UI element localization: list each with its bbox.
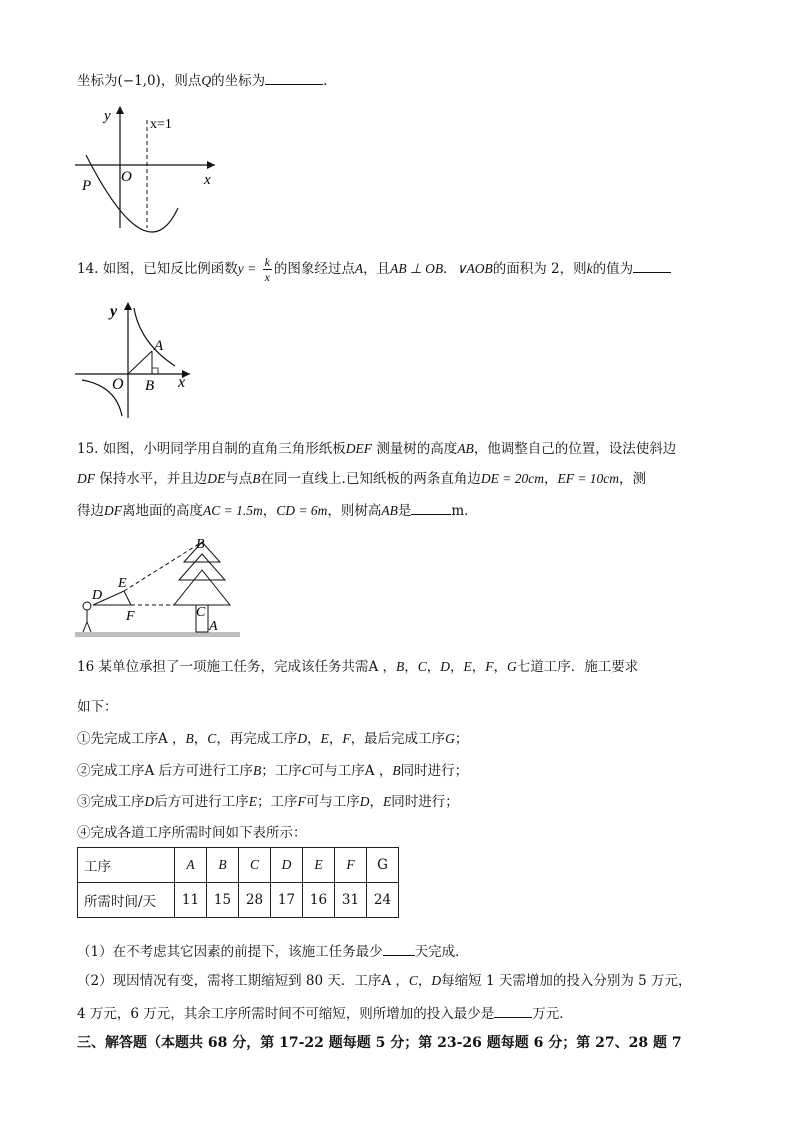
- figure-q15-tree: [72, 532, 242, 640]
- table-header-label: 工序: [78, 848, 175, 883]
- q16-sub-2-cont: 4 万元，6 万元，其余工序所需时间不可缩短，则所增加的投入最少是 万元．: [77, 1003, 573, 1023]
- q16-sub-2: （2）现因情况有变，需将工期缩短到 80 天．工序A ，C，D每缩短 1 天需增加的投入分别为 5 万元，: [77, 973, 692, 989]
- q16-rule-4: ④完成各道工序所需时间如下表所示：: [77, 825, 307, 841]
- q15-line-2: DF 保持水平，并且边DE与点B在同一直线上.已知纸板的两条直角边DE = 20cm，EF = 10cm，测: [77, 471, 647, 487]
- q15-line-3: 得边DF离地面的高度AC = 1.5m，CD = 6m，则树高AB是 m．: [77, 500, 478, 520]
- q16-line-1: 16 某单位承担了一项施工任务，完成该任务共需A ，B，C，D，E，F，G七道工序．施工要求: [77, 659, 639, 675]
- answer-blank[interactable]: [633, 258, 671, 273]
- answer-blank[interactable]: [411, 500, 451, 515]
- label-e: E: [118, 576, 127, 591]
- point-p-label: P: [82, 178, 92, 194]
- label-a: A: [209, 619, 218, 634]
- symmetry-label: x=1: [150, 117, 172, 132]
- x-axis-arrow-icon: [207, 161, 215, 169]
- q15-line-1: 15. 如图，小明同学用自制的直角三角形纸板DEF 测量树的高度AB，他调整自己的位置，设法使斜边: [77, 441, 677, 457]
- label-d: D: [92, 588, 103, 603]
- table-row-label: 所需时间/天: [78, 883, 175, 918]
- answer-blank[interactable]: [265, 70, 323, 85]
- person-leg-right: [87, 622, 91, 632]
- person-leg-left: [83, 622, 87, 632]
- origin-label: O: [121, 169, 132, 185]
- segment-oa: [128, 351, 152, 374]
- y-label: y: [110, 303, 118, 320]
- label-b: B: [196, 537, 205, 552]
- q16-rule-3: ③完成工序D后方可进行工序E；工序F可与工序D，E同时进行；: [77, 794, 459, 810]
- x-label: x: [178, 374, 186, 391]
- right-angle-mark: [152, 368, 158, 374]
- hyperbola-branch-1: [134, 308, 175, 366]
- q16-sub-1: （1）在不考虑其它因素的前提下，该施工任务最少 天完成．: [77, 941, 469, 961]
- y-axis-arrow-icon: [116, 106, 124, 114]
- process-time-table: [77, 847, 399, 918]
- section-3-heading: 三、解答题（本题共 68 分，第 17-22 题每题 5 分；第 23-26 题每题 6 分；第 27、28 题 7: [77, 1035, 682, 1051]
- point-b-label: B: [145, 378, 155, 394]
- fraction: $\frac{k}{x}$: [264, 255, 270, 284]
- q16-rule-2: ②完成工序A 后方可进行工序B；工序C可与工序A ，B同时进行；: [77, 763, 469, 779]
- label-c: C: [196, 605, 206, 620]
- tree-bottom: [174, 570, 230, 605]
- q13-tail: 坐标为(−1,0)，则点Q的坐标为 .: [77, 70, 327, 90]
- q16-line-2: 如下：: [77, 699, 118, 715]
- person-head: [83, 602, 91, 610]
- table-row: 所需时间/天 11 15 28 17 16 31 24: [78, 883, 399, 918]
- answer-blank[interactable]: [494, 1003, 532, 1018]
- label-f: F: [126, 609, 135, 624]
- y-label: y: [104, 108, 111, 124]
- parabola-curve: [86, 155, 178, 232]
- y-axis-arrow-icon: [124, 302, 132, 310]
- point-a-label: A: [154, 338, 164, 354]
- tree-middle: [179, 554, 225, 580]
- figure-q13-parabola: [70, 100, 230, 235]
- table-row: 工序 A B C D E F G: [78, 848, 399, 883]
- answer-blank[interactable]: [383, 941, 415, 956]
- q14-text: 14. 如图，已知反比例函数y = $\frac{k}{x}$ 的图象经过点A，且AB ⊥ OB．∨AOB的面积为 2，则k的值为: [77, 255, 671, 284]
- q16-rule-1: ①先完成工序A ，B，C，再完成工序D，E，F，最后完成工序G；: [77, 731, 469, 747]
- figure-q14-hyperbola: [70, 298, 200, 420]
- x-label: x: [204, 172, 211, 188]
- origin-label: O: [112, 376, 124, 393]
